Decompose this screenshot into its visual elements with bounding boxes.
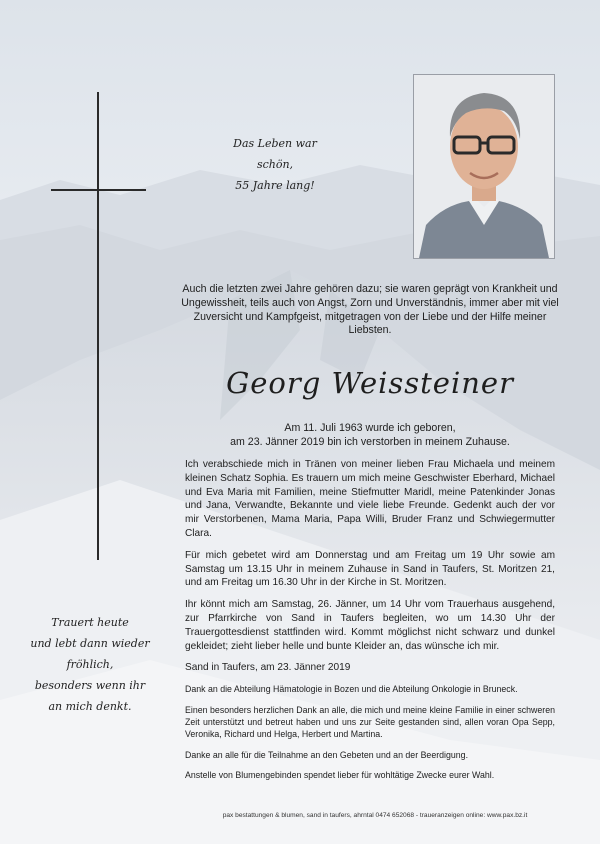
paragraph-place-date: Sand in Taufers, am 23. Jänner 2019	[185, 662, 351, 674]
paragraph-thanks-attendance: Danke an alle für die Teilnahme an den Gebeten und an der Beerdigung.	[185, 749, 469, 760]
life-dates: Am 11. Juli 1963 wurde ich geboren, am 23. Jänner 2019 bin ich verstorben in meinem Zuhause.	[230, 422, 510, 448]
paragraph-thanks-family: Einen besonders herzlichen Dank an alle, die mich und meine kleine Familie in einer schweren Zeit unterstützt und betreut haben und uns zur Seite gestanden sind, allen voran Opa Sepp, Veronika, Richard und Helga, Herbert und Martina.	[185, 704, 555, 740]
quote-side: Trauert heute und lebt dann wieder fröhlich, besonders wenn ihr an mich denkt.	[30, 616, 150, 713]
obituary-body	[185, 458, 555, 790]
paragraph-prayers: Für mich gebetet wird am Donnerstag und am Freitag um 19 Uhr sowie am Samstag um 13.15 Uhr in meinem Zuhause in Sand in Taufers, St. Moritzen 21, und am Freitag um 16.30 Uhr in der Kirche in St. Moritzen.	[185, 549, 555, 589]
cross-vertical	[97, 92, 99, 560]
paragraph-funeral: Ihr könnt mich am Samstag, 26. Jänner, um 14 Uhr vom Trauerhaus ausgehend, zur Pfarrkirche von Sand in Taufers begleiten, wo um 14.30 Uhr der Trauergottesdienst stattfinden wird. Kommt möglichst nicht schwarz und dunkel gekleidet; zieht lieber helle und bunte Kleider an, das wünsche ich mir.	[185, 599, 555, 652]
quote-top: Das Leben war schön, 55 Jahre lang!	[233, 137, 317, 192]
paragraph-farewell: Ich verabschiede mich in Tränen von meiner lieben Frau Michaela und meinem kleinen Schatz Sophia. Es trauern um mich meine Geschwister Eberhard, Michael und Eva Maria mit Familien, meine Stiefmutter Maridl, meine Patenkinder Jonas und Jana, Verwandte, Bekannte und viele liebe Freunde. Gedenkt auch der vor mir Verstorbenen, Mama Maria, Papa Willi, Bruder Franz und Schwiegermutter Clara.	[185, 459, 555, 539]
footer-credit: pax bestattungen & blumen, sand in taufers, ahrntal 0474 652068 - traueranzeigen online: www.pax.bz.it	[222, 812, 528, 819]
deceased-name: Georg Weissteiner	[226, 366, 514, 400]
intro-text: Auch die letzten zwei Jahre gehören dazu; sie waren geprägt von Krankheit und Ungewissheit, teils auch von Angst, Zorn und Unverständnis, immer aber mit viel Zuversicht und Kampfgeist, mitgetragen von der Liebe und der Hilfe meiner Liebsten.	[181, 283, 559, 337]
paragraph-thanks-hospital: Dank an die Abteilung Hämatologie in Bozen und die Abteilung Onkologie in Bruneck.	[185, 684, 518, 695]
cross-horizontal	[51, 189, 146, 191]
paragraph-donations: Anstelle von Blumengebinden spendet lieber für wohltätige Zwecke eurer Wahl.	[185, 770, 495, 781]
portrait-photo	[413, 74, 555, 259]
